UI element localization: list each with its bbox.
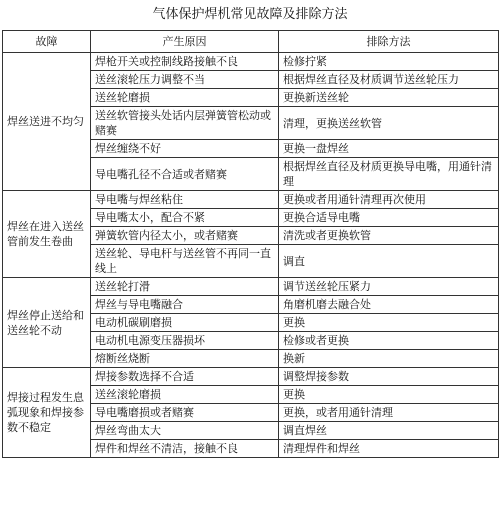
remedy-cell: 角磨机磨去融合处 — [279, 296, 499, 314]
remedy-cell: 清理，更换送丝软管 — [279, 107, 499, 140]
fault-category: 焊接过程发生息弧现象和焊接参数不稳定 — [3, 368, 91, 458]
cause-cell: 导电嘴孔径不合适或者赌赛 — [91, 158, 279, 191]
remedy-cell: 根据焊丝直径及材质更换导电嘴，用通针清理 — [279, 158, 499, 191]
remedy-cell: 更换，或者用通针清理 — [279, 404, 499, 422]
fault-table — [2, 30, 499, 458]
cause-cell: 电动机电源变压器损坏 — [91, 332, 279, 350]
cause-cell: 导电嘴与焊丝粘住 — [91, 191, 279, 209]
header-remedy: 排除方法 — [279, 31, 499, 53]
table-row — [3, 278, 499, 296]
remedy-cell: 检修或者更换 — [279, 332, 499, 350]
remedy-cell: 更换或者用通针清理再次使用 — [279, 191, 499, 209]
fault-category: 焊丝停止送给和送丝轮不动 — [3, 278, 91, 368]
cause-cell: 导电嘴太小，配合不紧 — [91, 209, 279, 227]
cause-cell: 送丝轮、导电杆与送丝管不再同一直线上 — [91, 245, 279, 278]
remedy-cell: 检修拧紧 — [279, 53, 499, 71]
cause-cell: 焊件和焊丝不清洁，接触不良 — [91, 440, 279, 458]
remedy-cell: 更换 — [279, 314, 499, 332]
cause-cell: 焊丝与导电嘴融合 — [91, 296, 279, 314]
remedy-cell: 清洗或者更换软管 — [279, 227, 499, 245]
cause-cell: 弹簧软管内径太小，或者赌赛 — [91, 227, 279, 245]
document-title: 气体保护焊机常见故障及排除方法 — [152, 7, 348, 22]
cause-cell: 送丝轮磨损 — [91, 89, 279, 107]
cause-cell: 电动机碳刷磨损 — [91, 314, 279, 332]
cause-cell: 导电嘴磨损或者赌赛 — [91, 404, 279, 422]
remedy-cell: 调直焊丝 — [279, 422, 499, 440]
cause-cell: 焊接参数选择不合适 — [91, 368, 279, 386]
fault-category: 焊丝在进入送丝管前发生卷曲 — [3, 191, 91, 278]
remedy-cell: 调整焊接参数 — [279, 368, 499, 386]
remedy-cell: 更换合适导电嘴 — [279, 209, 499, 227]
remedy-cell: 根据焊丝直径及材质调节送丝轮压力 — [279, 71, 499, 89]
fault-category: 焊丝送进不均匀 — [3, 53, 91, 191]
remedy-cell: 更换一盘焊丝 — [279, 140, 499, 158]
header-fault: 故障 — [3, 31, 91, 53]
cause-cell: 焊枪开关或控制线路接触不良 — [91, 53, 279, 71]
header-row — [3, 31, 499, 53]
table-row — [3, 53, 499, 71]
remedy-cell: 更换新送丝轮 — [279, 89, 499, 107]
cause-cell: 送丝滚轮压力调整不当 — [91, 71, 279, 89]
cause-cell: 送丝轮打滑 — [91, 278, 279, 296]
remedy-cell: 调节送丝轮压紧力 — [279, 278, 499, 296]
cause-cell: 焊丝缠绕不好 — [91, 140, 279, 158]
cause-cell: 焊丝弯曲太大 — [91, 422, 279, 440]
cause-cell: 送丝软管接头处话内层弹簧管松动或赌赛 — [91, 107, 279, 140]
remedy-cell: 更换 — [279, 386, 499, 404]
table-row — [3, 191, 499, 209]
cause-cell: 熔断丝烧断 — [91, 350, 279, 368]
cause-cell: 送丝滚轮磨损 — [91, 386, 279, 404]
remedy-cell: 调直 — [279, 245, 499, 278]
header-cause: 产生原因 — [91, 31, 279, 53]
table-row — [3, 368, 499, 386]
remedy-cell: 换新 — [279, 350, 499, 368]
remedy-cell: 清理焊件和焊丝 — [279, 440, 499, 458]
